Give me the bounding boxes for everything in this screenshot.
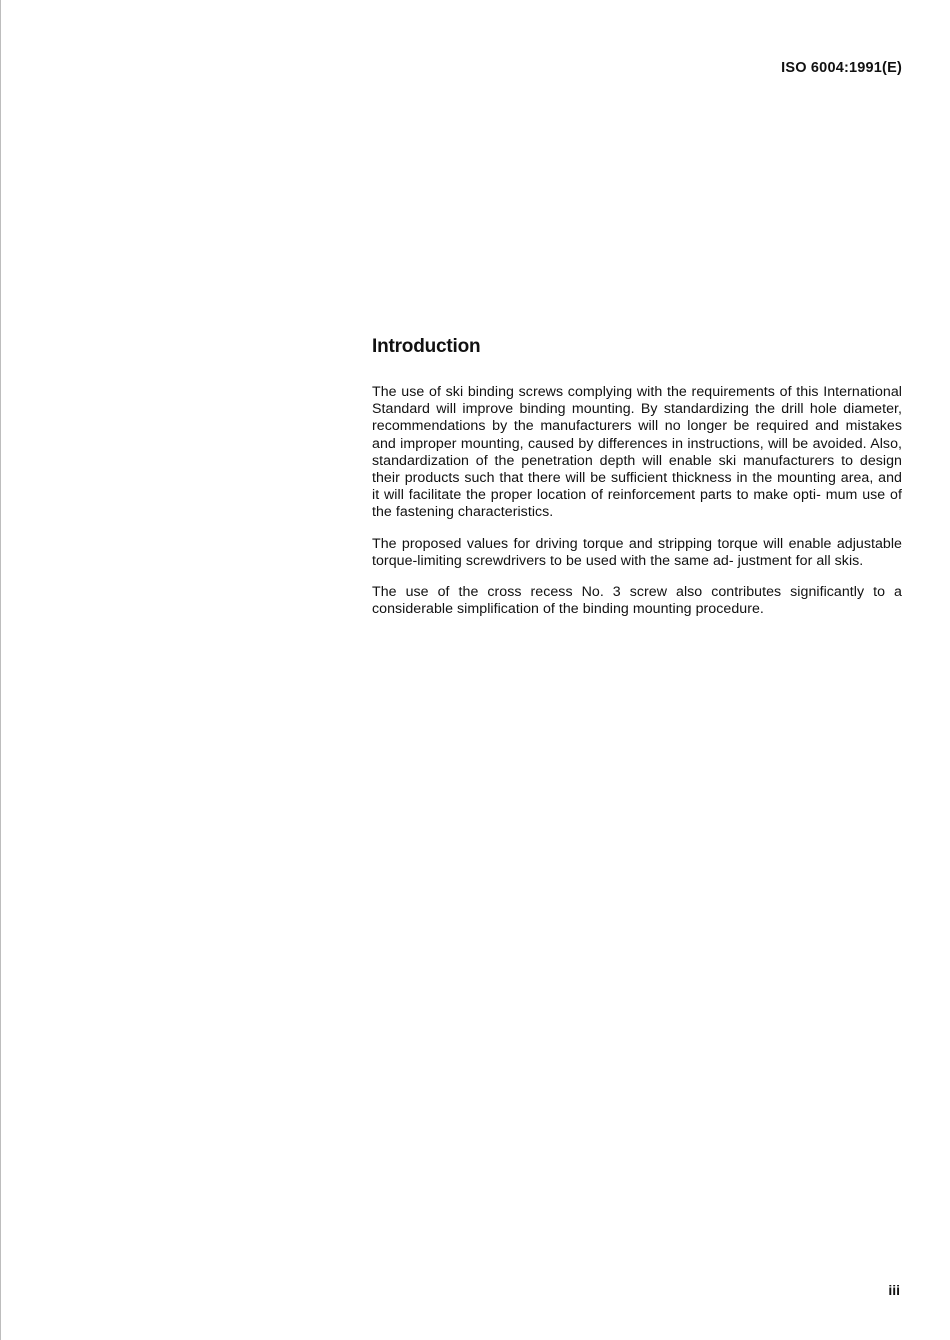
section-title: Introduction [372, 336, 481, 357]
introduction-section [372, 336, 902, 632]
page-edge [0, 0, 1, 1340]
paragraph: The use of the cross recess No. 3 screw also contributes significantly to a considerable simplification of the binding mounting procedure. [372, 584, 902, 618]
document-code: ISO 6004:1991(E) [781, 60, 902, 76]
page-number: iii [888, 1282, 900, 1298]
paragraph: The use of ski binding screws complying with the requirements of this International Standard will improve binding mounting. By standardizing the drill hole diameter, recommendations by the manufacturers will no longer be required and mistakes and improper mounting, caused by differences in instructions, will be avoided. Also, standardization of the penetration depth will enable ski manufacturers to design their products such that there will be sufficient thickness in the mounting area, and it will facilitate the proper location of reinforcement parts to make opti- mum use of the fastening characteristics. [372, 384, 902, 521]
paragraph: The proposed values for driving torque and stripping torque will enable adjustable torque-limiting screwdrivers to be used with the same ad- justment for all skis. [372, 535, 902, 569]
